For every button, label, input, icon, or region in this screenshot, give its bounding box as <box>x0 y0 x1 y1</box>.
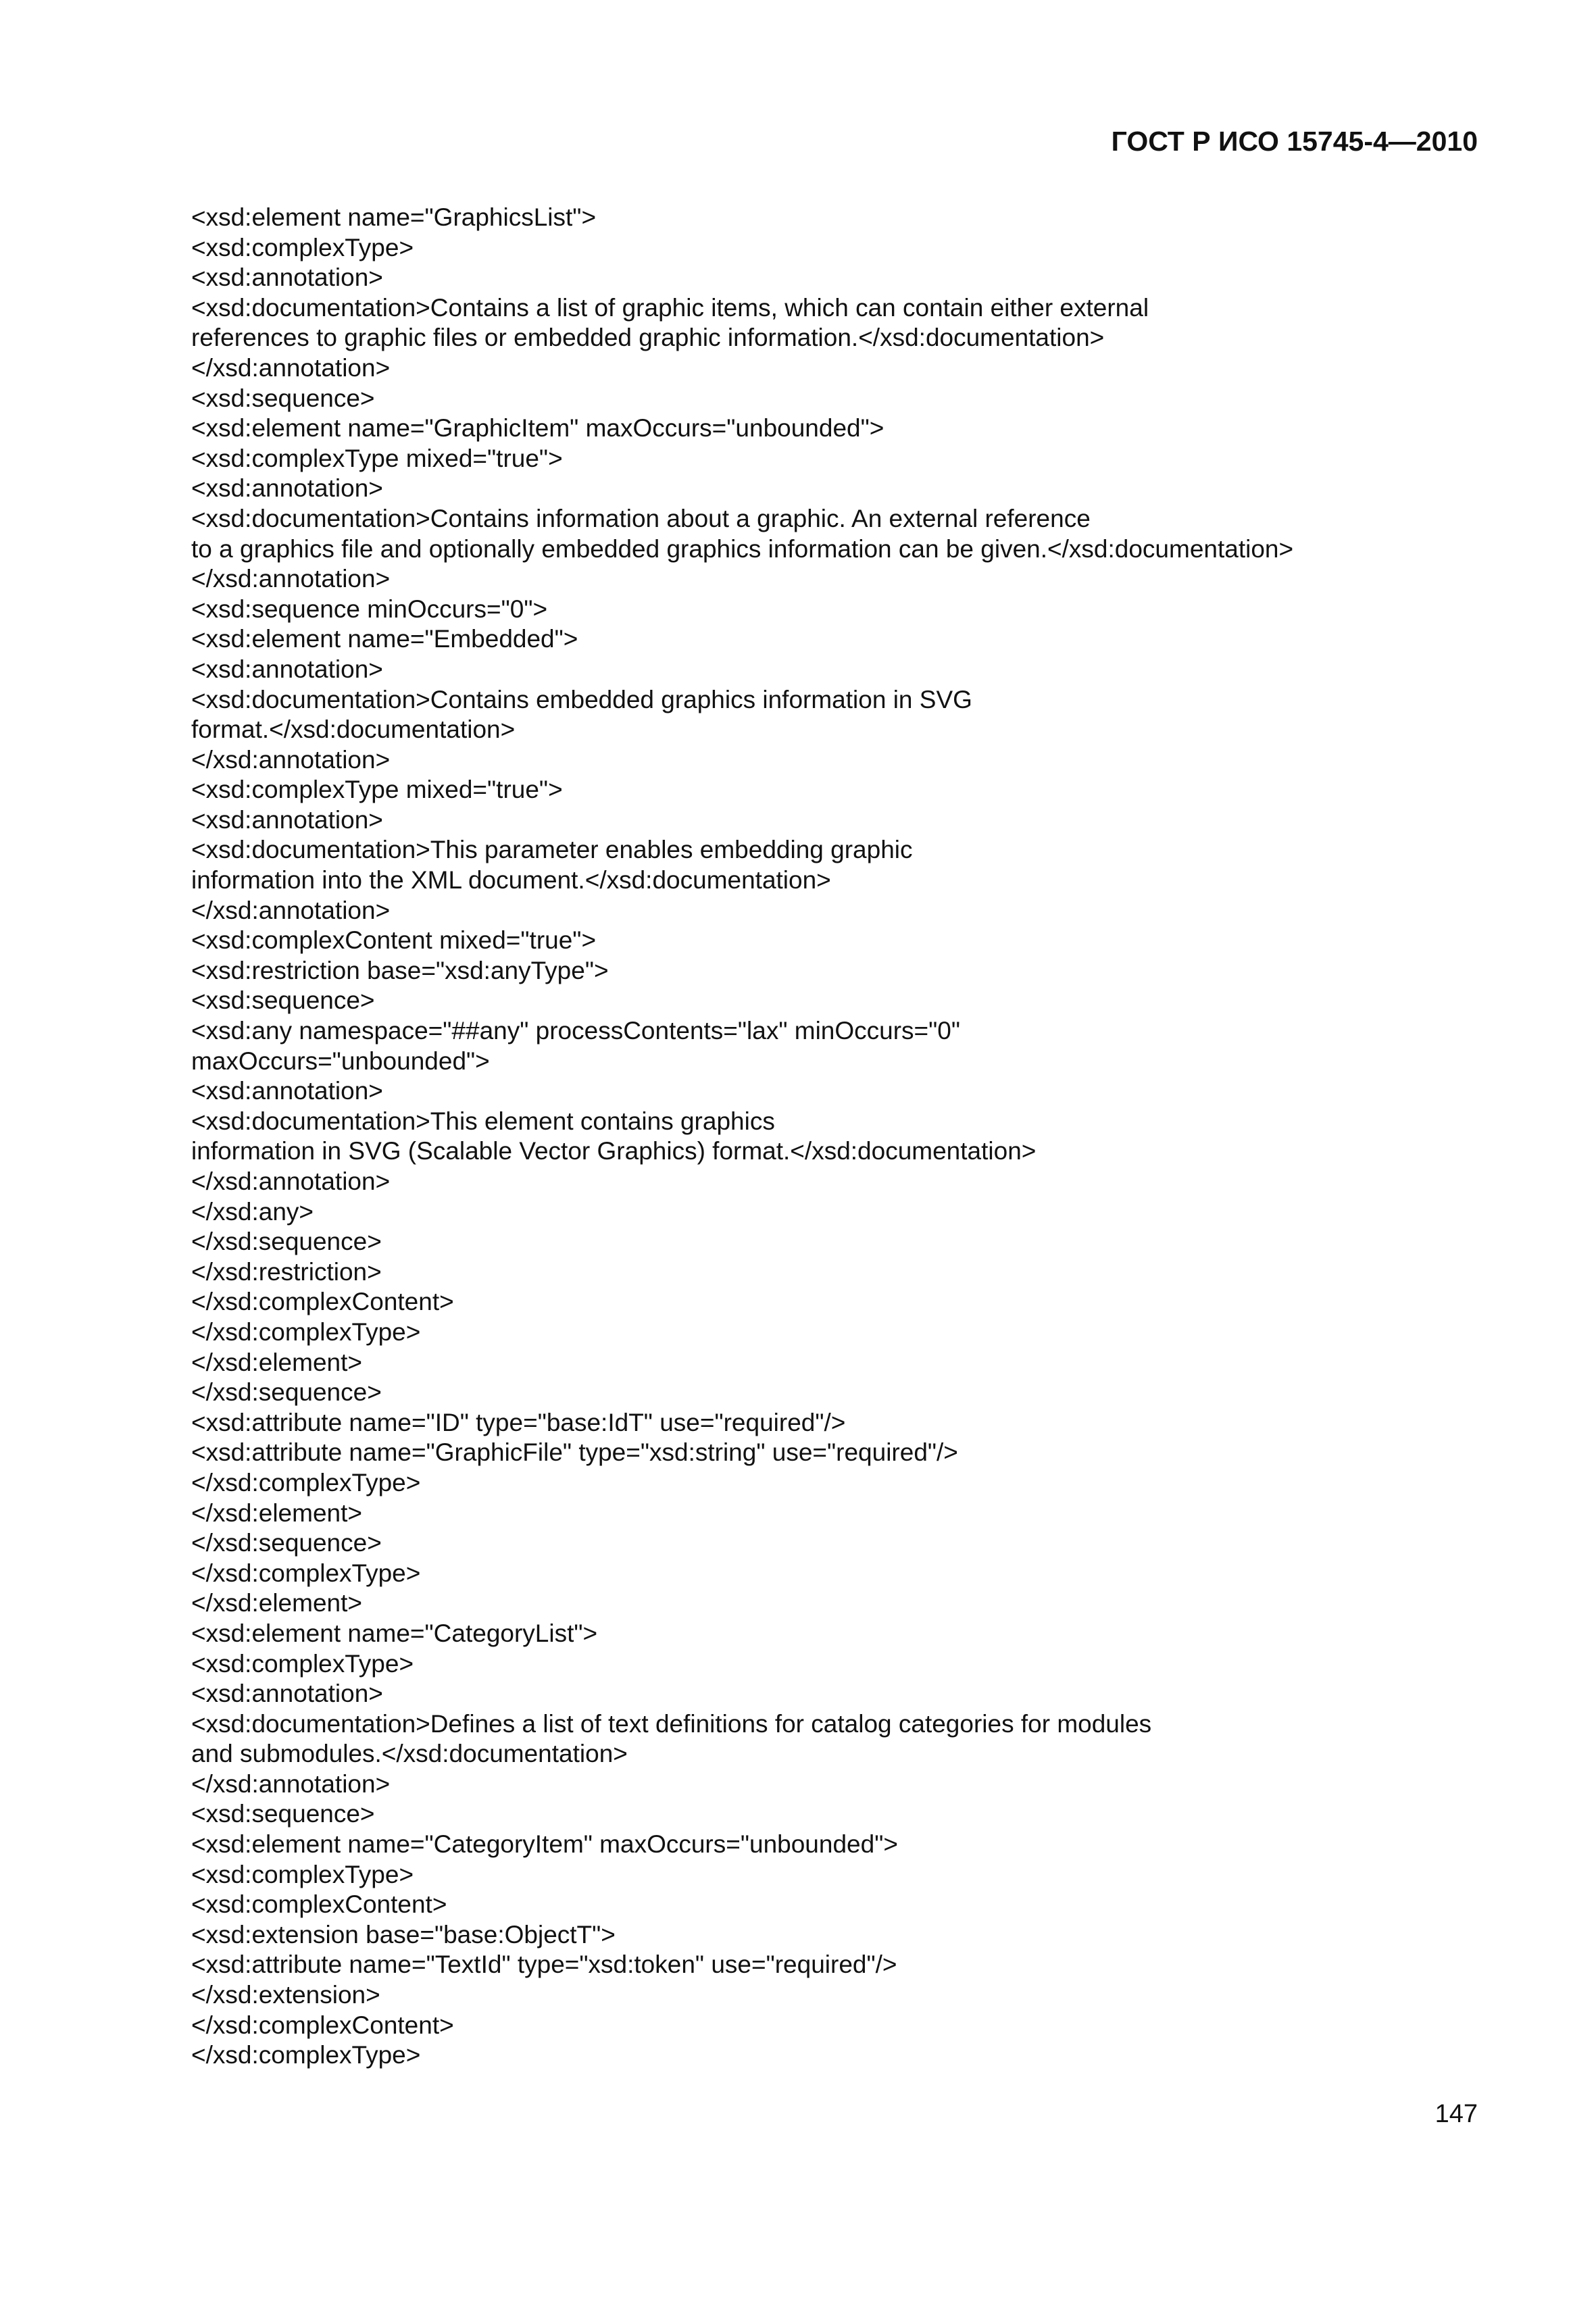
code-line: </xsd:complexType> <box>191 1317 421 1346</box>
code-line: </xsd:complexType> <box>191 1559 421 1587</box>
code-line: <xsd:element name="Embedded"> <box>191 625 578 653</box>
code-line: information into the XML document.</xsd:documentation> <box>191 866 831 895</box>
code-line: </xsd:any> <box>191 1197 314 1226</box>
code-line: </xsd:sequence> <box>191 1378 382 1407</box>
code-line: and submodules.</xsd:documentation> <box>191 1740 628 1768</box>
code-line: <xsd:sequence minOccurs="0"> <box>191 595 548 623</box>
xsd-listing <box>191 203 1489 2071</box>
code-line: </xsd:element> <box>191 1589 362 1617</box>
code-line: <xsd:annotation> <box>191 474 383 503</box>
code-line: <xsd:documentation>Defines a list of text definitions for catalog categories for modules <box>191 1709 1152 1738</box>
code-line: </xsd:complexContent> <box>191 1288 454 1316</box>
code-line: maxOccurs="unbounded"> <box>191 1047 490 1075</box>
code-line: </xsd:annotation> <box>191 745 391 774</box>
code-line: </xsd:annotation> <box>191 565 391 593</box>
code-line: <xsd:element name="GraphicsList"> <box>191 203 597 231</box>
code-line: <xsd:complexContent mixed="true"> <box>191 926 597 955</box>
code-line: references to graphic files or embedded graphic information.</xsd:documentation> <box>191 324 1105 352</box>
code-line: </xsd:complexType> <box>191 2041 421 2069</box>
code-line: <xsd:element name="CategoryList"> <box>191 1619 598 1647</box>
code-line: <xsd:element name="GraphicItem" maxOccurs="unbounded"> <box>191 414 884 443</box>
code-line: </xsd:restriction> <box>191 1257 382 1286</box>
code-line: <xsd:documentation>Contains a list of graphic items, which can contain either external <box>191 293 1149 322</box>
code-line: <xsd:documentation>This parameter enables embedding graphic <box>191 836 913 864</box>
code-line: <xsd:restriction base="xsd:anyType"> <box>191 956 609 984</box>
document-header: ГОСТ Р ИСО 15745-4—2010 <box>1111 126 1478 157</box>
code-line: <xsd:complexType> <box>191 233 414 261</box>
code-line: </xsd:sequence> <box>191 1529 382 1557</box>
code-line: </xsd:sequence> <box>191 1228 382 1256</box>
code-line: <xsd:attribute name="TextId" type="xsd:token" use="required"/> <box>191 1951 897 1979</box>
code-line: <xsd:complexType> <box>191 1649 414 1678</box>
code-line: </xsd:annotation> <box>191 896 391 924</box>
code-line: <xsd:complexType> <box>191 1860 414 1888</box>
code-line: <xsd:documentation>Contains information about a graphic. An external reference <box>191 504 1091 532</box>
code-line: <xsd:annotation> <box>191 805 383 834</box>
code-line: </xsd:complexType> <box>191 1468 421 1496</box>
code-line: </xsd:extension> <box>191 1981 380 2009</box>
code-line: </xsd:annotation> <box>191 1769 391 1798</box>
code-line: <xsd:annotation> <box>191 1077 383 1105</box>
code-line: <xsd:sequence> <box>191 1800 375 1828</box>
code-line: </xsd:element> <box>191 1499 362 1527</box>
code-line: <xsd:annotation> <box>191 263 383 292</box>
code-line: <xsd:extension base="base:ObjectT"> <box>191 1920 616 1948</box>
code-line: <xsd:sequence> <box>191 986 375 1015</box>
code-line: <xsd:any namespace="##any" processContents="lax" minOccurs="0" <box>191 1017 961 1045</box>
code-line: <xsd:complexContent> <box>191 1890 447 1919</box>
code-line: <xsd:element name="CategoryItem" maxOccurs="unbounded"> <box>191 1830 898 1859</box>
code-line: information in SVG (Scalable Vector Graphics) format.</xsd:documentation> <box>191 1137 1037 1165</box>
page-number: 147 <box>1435 2100 1478 2128</box>
code-line: <xsd:attribute name="ID" type="base:IdT" use="required"/> <box>191 1408 846 1436</box>
code-line: <xsd:annotation> <box>191 655 383 683</box>
code-line: <xsd:attribute name="GraphicFile" type="xsd:string" use="required"/> <box>191 1438 958 1467</box>
code-line: format.</xsd:documentation> <box>191 715 516 744</box>
code-line: </xsd:annotation> <box>191 1167 391 1195</box>
code-line: </xsd:annotation> <box>191 353 391 382</box>
code-line: </xsd:element> <box>191 1348 362 1376</box>
code-line: </xsd:complexContent> <box>191 2011 454 2039</box>
code-line: <xsd:documentation>Contains embedded graphics information in SVG <box>191 685 972 713</box>
code-line: <xsd:complexType mixed="true"> <box>191 776 563 804</box>
code-line: <xsd:complexType mixed="true"> <box>191 444 563 472</box>
code-line: to a graphics file and optionally embedded graphics information can be given.</xsd:documentation> <box>191 534 1294 563</box>
code-line: <xsd:documentation>This element contains graphics <box>191 1107 775 1135</box>
code-line: <xsd:sequence> <box>191 384 375 412</box>
code-line: <xsd:annotation> <box>191 1680 383 1708</box>
